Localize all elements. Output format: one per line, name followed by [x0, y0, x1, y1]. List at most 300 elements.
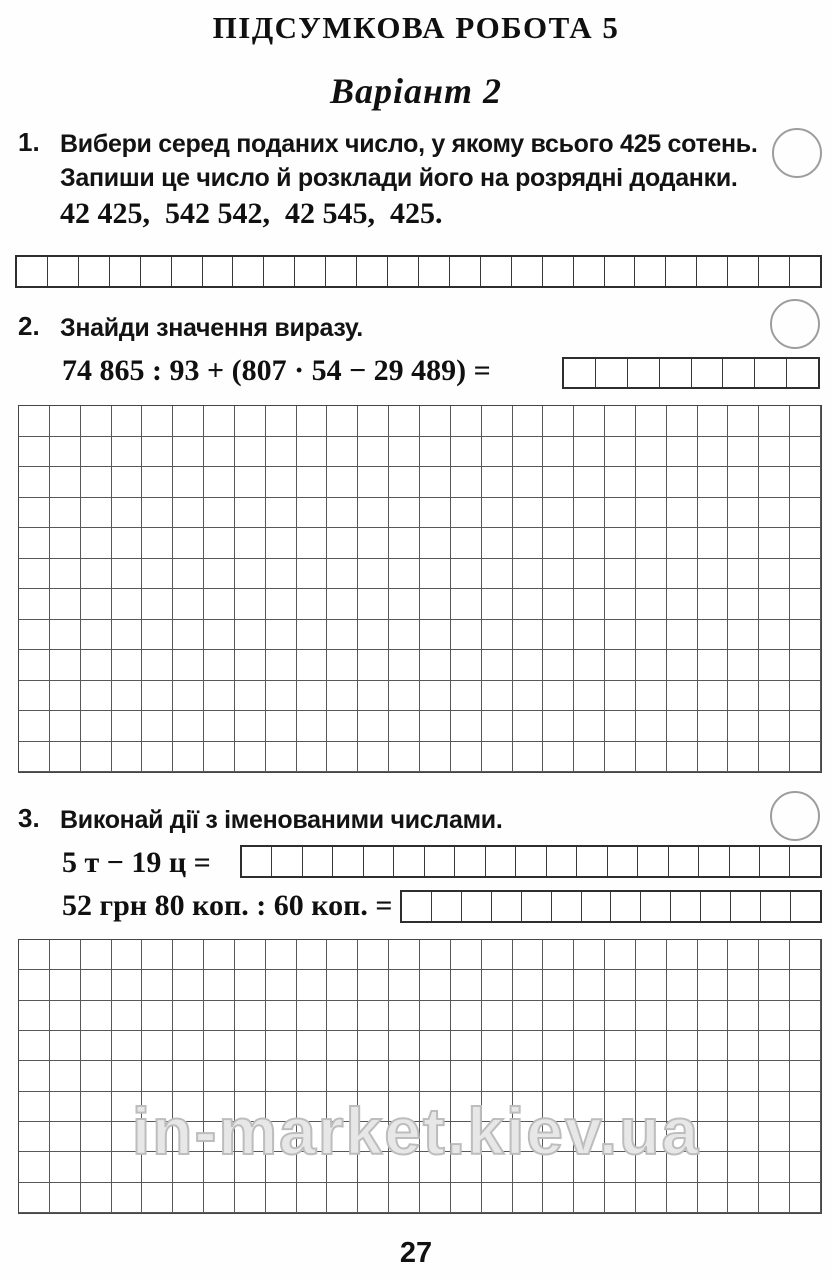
grid-cell: [667, 1061, 698, 1091]
grid-cell: [235, 559, 266, 590]
grid-cell: [358, 681, 389, 712]
grid-cell: [204, 498, 235, 529]
grid-cell: [112, 970, 143, 1000]
answer-cell: [140, 257, 171, 286]
grid-cell: [204, 742, 235, 773]
grid-cell: [574, 681, 605, 712]
grid-cell: [667, 970, 698, 1000]
task3-equation1-answer-strip: [240, 845, 822, 878]
grid-cell: [513, 1122, 544, 1152]
answer-cell: [659, 359, 691, 387]
grid-cell: [358, 528, 389, 559]
answer-cell: [485, 847, 515, 876]
grid-cell: [451, 1061, 482, 1091]
grid-cell: [173, 498, 204, 529]
grid-cell: [698, 1092, 729, 1122]
grid-cell: [50, 467, 81, 498]
grid-cell: [389, 970, 420, 1000]
grid-cell: [574, 589, 605, 620]
grid-cell: [543, 1122, 574, 1152]
grid-cell: [173, 1061, 204, 1091]
grid-cell: [759, 528, 790, 559]
grid-cell: [420, 559, 451, 590]
grid-cell: [759, 681, 790, 712]
grid-cell: [327, 681, 358, 712]
grid-cell: [698, 406, 729, 437]
grid-cell: [358, 589, 389, 620]
grid-cell: [451, 437, 482, 468]
grid-cell: [790, 711, 821, 742]
grid-cell: [420, 589, 451, 620]
grid-cell: [297, 498, 328, 529]
grid-cell: [235, 681, 266, 712]
answer-cell: [700, 892, 730, 921]
grid-cell: [790, 1183, 821, 1213]
grid-cell: [204, 528, 235, 559]
grid-cell: [389, 406, 420, 437]
grid-cell: [605, 589, 636, 620]
grid-cell: [698, 742, 729, 773]
grid-cell: [142, 1152, 173, 1182]
grid-cell: [728, 467, 759, 498]
grid-cell: [667, 437, 698, 468]
answer-cell: [449, 257, 480, 286]
grid-cell: [790, 467, 821, 498]
grid-cell: [112, 940, 143, 970]
grid-cell: [728, 498, 759, 529]
grid-cell: [513, 1152, 544, 1182]
grid-cell: [728, 711, 759, 742]
grid-cell: [636, 1152, 667, 1182]
grid-cell: [451, 1122, 482, 1152]
answer-cell: [202, 257, 233, 286]
grid-cell: [636, 1092, 667, 1122]
grid-cell: [297, 1183, 328, 1213]
grid-cell: [81, 650, 112, 681]
grid-cell: [543, 650, 574, 681]
grid-cell: [266, 467, 297, 498]
grid-cell: [204, 437, 235, 468]
grid-cell: [19, 970, 50, 1000]
grid-cell: [605, 406, 636, 437]
grid-cell: [728, 681, 759, 712]
grid-cell: [112, 620, 143, 651]
grid-cell: [759, 498, 790, 529]
grid-cell: [50, 498, 81, 529]
grid-cell: [235, 498, 266, 529]
grid-cell: [513, 742, 544, 773]
grid-cell: [728, 1031, 759, 1061]
answer-cell: [242, 847, 271, 876]
grid-cell: [482, 528, 513, 559]
grid-cell: [513, 1061, 544, 1091]
grid-cell: [19, 1152, 50, 1182]
grid-cell: [759, 742, 790, 773]
grid-cell: [482, 1183, 513, 1213]
grid-cell: [667, 528, 698, 559]
answer-cell: [424, 847, 454, 876]
answer-cell: [356, 257, 387, 286]
grid-cell: [482, 437, 513, 468]
grid-cell: [790, 650, 821, 681]
grid-cell: [142, 498, 173, 529]
grid-cell: [204, 1061, 235, 1091]
grid-cell: [327, 970, 358, 1000]
grid-cell: [636, 1031, 667, 1061]
grid-cell: [667, 498, 698, 529]
answer-cell: [461, 892, 491, 921]
grid-cell: [543, 437, 574, 468]
grid-cell: [173, 650, 204, 681]
answer-cell: [564, 359, 595, 387]
grid-cell: [790, 406, 821, 437]
grid-cell: [204, 467, 235, 498]
grid-cell: [759, 711, 790, 742]
answer-cell: [754, 359, 786, 387]
grid-cell: [728, 620, 759, 651]
grid-cell: [50, 1122, 81, 1152]
grid-cell: [112, 559, 143, 590]
grid-cell: [235, 620, 266, 651]
grid-cell: [266, 1001, 297, 1031]
grid-cell: [112, 681, 143, 712]
grid-cell: [81, 1183, 112, 1213]
grid-cell: [327, 1092, 358, 1122]
grid-cell: [327, 437, 358, 468]
grid-cell: [266, 1061, 297, 1091]
grid-cell: [605, 681, 636, 712]
grid-cell: [605, 970, 636, 1000]
grid-cell: [420, 1092, 451, 1122]
grid-cell: [543, 940, 574, 970]
grid-cell: [19, 711, 50, 742]
grid-cell: [574, 406, 605, 437]
grid-cell: [235, 742, 266, 773]
grid-cell: [698, 1152, 729, 1182]
grid-cell: [513, 620, 544, 651]
grid-cell: [636, 589, 667, 620]
grid-cell: [420, 650, 451, 681]
grid-cell: [698, 559, 729, 590]
answer-cell: [78, 257, 109, 286]
grid-cell: [19, 1092, 50, 1122]
answer-cell: [722, 359, 754, 387]
grid-cell: [358, 1183, 389, 1213]
grid-cell: [266, 589, 297, 620]
grid-cell: [358, 650, 389, 681]
grid-cell: [790, 620, 821, 651]
grid-cell: [667, 711, 698, 742]
grid-cell: [389, 620, 420, 651]
grid-cell: [605, 467, 636, 498]
grid-cell: [142, 1122, 173, 1152]
grid-cell: [173, 1122, 204, 1152]
grid-cell: [142, 711, 173, 742]
grid-cell: [759, 467, 790, 498]
grid-cell: [50, 559, 81, 590]
answer-cell: [294, 257, 325, 286]
grid-cell: [636, 437, 667, 468]
grid-cell: [112, 1152, 143, 1182]
grid-cell: [420, 1001, 451, 1031]
grid-cell: [297, 742, 328, 773]
answer-cell: [431, 892, 461, 921]
answer-cell: [515, 847, 545, 876]
grid-cell: [173, 589, 204, 620]
answer-cell: [637, 847, 667, 876]
grid-cell: [728, 1183, 759, 1213]
grid-cell: [543, 681, 574, 712]
grid-cell: [482, 620, 513, 651]
task2-work-grid: [18, 405, 822, 773]
grid-cell: [19, 559, 50, 590]
grid-cell: [19, 528, 50, 559]
grid-cell: [574, 1122, 605, 1152]
grid-cell: [482, 1061, 513, 1091]
grid-cell: [142, 742, 173, 773]
grid-cell: [667, 620, 698, 651]
grid-cell: [266, 650, 297, 681]
grid-cell: [142, 1092, 173, 1122]
grid-cell: [81, 1122, 112, 1152]
grid-cell: [204, 1001, 235, 1031]
grid-cell: [698, 711, 729, 742]
grid-cell: [266, 437, 297, 468]
grid-cell: [482, 589, 513, 620]
grid-cell: [667, 589, 698, 620]
grid-cell: [728, 970, 759, 1000]
grid-cell: [698, 437, 729, 468]
grid-cell: [451, 589, 482, 620]
grid-cell: [142, 620, 173, 651]
grid-cell: [50, 1001, 81, 1031]
grid-cell: [358, 742, 389, 773]
grid-cell: [19, 589, 50, 620]
grid-cell: [358, 1001, 389, 1031]
answer-cell: [454, 847, 484, 876]
grid-cell: [19, 1001, 50, 1031]
grid-cell: [759, 620, 790, 651]
grid-cell: [574, 437, 605, 468]
grid-cell: [297, 970, 328, 1000]
grid-cell: [358, 940, 389, 970]
grid-cell: [420, 742, 451, 773]
grid-cell: [81, 559, 112, 590]
grid-cell: [358, 1031, 389, 1061]
grid-cell: [327, 1122, 358, 1152]
grid-cell: [235, 1031, 266, 1061]
grid-cell: [636, 620, 667, 651]
grid-cell: [420, 1183, 451, 1213]
grid-cell: [358, 970, 389, 1000]
grid-cell: [667, 406, 698, 437]
task2-number: 2.: [18, 311, 40, 341]
grid-cell: [451, 1183, 482, 1213]
grid-cell: [482, 970, 513, 1000]
grid-cell: [543, 1061, 574, 1091]
grid-cell: [327, 528, 358, 559]
grid-cell: [482, 711, 513, 742]
grid-cell: [358, 467, 389, 498]
grid-cell: [50, 650, 81, 681]
grid-cell: [513, 498, 544, 529]
grid-cell: [574, 620, 605, 651]
grid-cell: [451, 1001, 482, 1031]
grid-cell: [327, 467, 358, 498]
grid-cell: [790, 742, 821, 773]
grid-cell: [728, 559, 759, 590]
grid-cell: [81, 467, 112, 498]
grid-cell: [698, 1122, 729, 1152]
grid-cell: [235, 1152, 266, 1182]
grid-cell: [112, 1183, 143, 1213]
grid-cell: [389, 711, 420, 742]
grid-cell: [698, 681, 729, 712]
grid-cell: [297, 681, 328, 712]
grid-cell: [513, 406, 544, 437]
grid-cell: [790, 940, 821, 970]
grid-cell: [173, 940, 204, 970]
grid-cell: [605, 742, 636, 773]
grid-cell: [173, 1001, 204, 1031]
grid-cell: [327, 1031, 358, 1061]
answer-cell: [668, 847, 698, 876]
grid-cell: [327, 711, 358, 742]
grid-cell: [574, 559, 605, 590]
grid-cell: [327, 620, 358, 651]
grid-cell: [173, 406, 204, 437]
task3-work-grid: [18, 939, 822, 1214]
grid-cell: [297, 1122, 328, 1152]
grid-cell: [112, 528, 143, 559]
grid-cell: [667, 650, 698, 681]
grid-cell: [451, 940, 482, 970]
grid-cell: [636, 681, 667, 712]
answer-cell: [698, 847, 728, 876]
grid-cell: [50, 742, 81, 773]
grid-cell: [81, 970, 112, 1000]
grid-cell: [19, 1122, 50, 1152]
answer-cell: [607, 847, 637, 876]
grid-cell: [112, 1092, 143, 1122]
grid-cell: [543, 528, 574, 559]
grid-cell: [605, 498, 636, 529]
grid-cell: [698, 620, 729, 651]
grid-cell: [759, 406, 790, 437]
grid-cell: [358, 437, 389, 468]
grid-cell: [327, 1061, 358, 1091]
grid-cell: [420, 1031, 451, 1061]
grid-cell: [112, 1122, 143, 1152]
grid-cell: [327, 1183, 358, 1213]
grid-cell: [667, 1122, 698, 1152]
grid-cell: [759, 1092, 790, 1122]
grid-cell: [513, 1031, 544, 1061]
answer-cell: [729, 847, 759, 876]
grid-cell: [759, 940, 790, 970]
grid-cell: [636, 406, 667, 437]
grid-cell: [667, 1092, 698, 1122]
grid-cell: [420, 1061, 451, 1091]
task2-answer-strip: [562, 357, 820, 389]
grid-cell: [574, 1001, 605, 1031]
grid-cell: [574, 1152, 605, 1182]
grid-cell: [266, 711, 297, 742]
grid-cell: [482, 498, 513, 529]
grid-cell: [451, 1031, 482, 1061]
answer-cell: [302, 847, 332, 876]
task2-expression: 74 865 : 93 + (807 · 54 − 29 489) =: [62, 354, 491, 387]
grid-cell: [389, 528, 420, 559]
grid-cell: [482, 681, 513, 712]
grid-cell: [667, 1183, 698, 1213]
grid-cell: [358, 498, 389, 529]
grid-cell: [605, 1031, 636, 1061]
grid-cell: [19, 437, 50, 468]
grid-cell: [574, 528, 605, 559]
grid-cell: [420, 528, 451, 559]
grid-cell: [420, 620, 451, 651]
grid-cell: [112, 406, 143, 437]
grid-cell: [327, 559, 358, 590]
grid-cell: [513, 559, 544, 590]
grid-cell: [204, 1152, 235, 1182]
grid-cell: [574, 742, 605, 773]
grid-cell: [790, 437, 821, 468]
grid-cell: [605, 711, 636, 742]
grid-cell: [759, 1061, 790, 1091]
grid-cell: [266, 681, 297, 712]
answer-cell: [546, 847, 576, 876]
grid-cell: [19, 1061, 50, 1091]
grid-cell: [698, 1001, 729, 1031]
grid-cell: [482, 1122, 513, 1152]
grid-cell: [790, 559, 821, 590]
answer-cell: [47, 257, 78, 286]
grid-cell: [513, 589, 544, 620]
grid-cell: [420, 498, 451, 529]
grid-cell: [698, 1183, 729, 1213]
grid-cell: [728, 650, 759, 681]
grid-cell: [574, 940, 605, 970]
grid-cell: [420, 1122, 451, 1152]
task1-number: 1.: [18, 127, 40, 157]
grid-cell: [451, 1092, 482, 1122]
grid-cell: [451, 498, 482, 529]
grid-cell: [327, 940, 358, 970]
grid-cell: [790, 1092, 821, 1122]
grid-cell: [297, 589, 328, 620]
grid-cell: [482, 742, 513, 773]
grid-cell: [173, 620, 204, 651]
grid-cell: [698, 970, 729, 1000]
task1-text-line1: Вибери серед поданих число, у якому всього 425 сотень.: [60, 130, 758, 158]
grid-cell: [50, 1152, 81, 1182]
grid-cell: [420, 467, 451, 498]
grid-cell: [728, 940, 759, 970]
task2-text: Знайди значення виразу.: [60, 314, 363, 342]
grid-cell: [112, 711, 143, 742]
grid-cell: [574, 1061, 605, 1091]
grid-cell: [667, 467, 698, 498]
grid-cell: [451, 620, 482, 651]
grid-cell: [266, 528, 297, 559]
grid-cell: [50, 1092, 81, 1122]
grid-cell: [389, 1092, 420, 1122]
grid-cell: [482, 940, 513, 970]
grid-cell: [636, 498, 667, 529]
answer-cell: [670, 892, 700, 921]
